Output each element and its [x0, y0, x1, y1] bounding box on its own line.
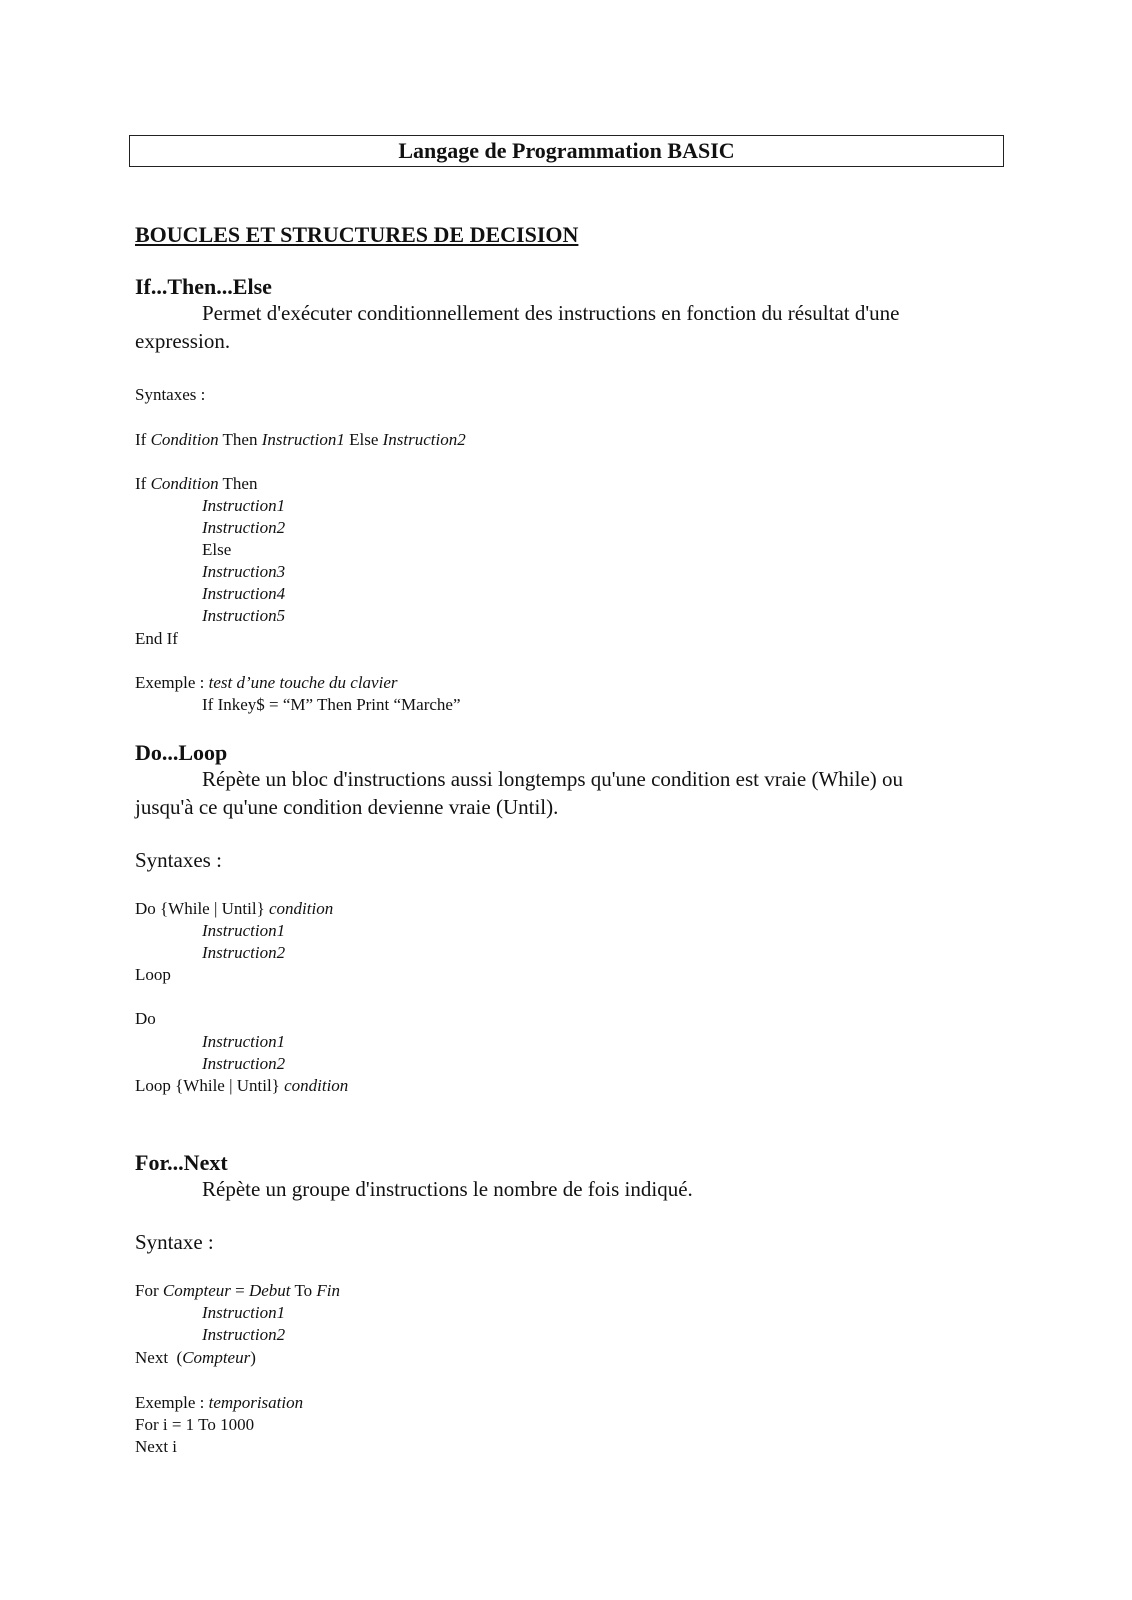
- param-condition: condition: [284, 1076, 349, 1095]
- do-syntax1-line: [135, 900, 333, 917]
- if-example-code: If Inkey$ = “M” Then Print “Marche”: [202, 695, 461, 714]
- example-label: Exemple :: [135, 673, 205, 692]
- param-instruction2: Instruction2: [382, 430, 466, 449]
- for-syntax-next: [135, 1349, 256, 1366]
- for-syntax-instruction2: Instruction2: [202, 1325, 286, 1344]
- param-condition: Condition: [150, 430, 219, 449]
- do-syntax1-loop: Loop: [135, 965, 171, 984]
- do-syntaxes-label: Syntaxes :: [135, 848, 222, 872]
- if-block-instruction1: Instruction1: [202, 496, 286, 515]
- do-syntax1-instruction1: Instruction1: [202, 921, 286, 940]
- param-end: Fin: [316, 1281, 341, 1300]
- if-block-instruction5: Instruction5: [202, 606, 286, 625]
- do-syntax1-instruction2: Instruction2: [202, 943, 286, 962]
- kw-to: To: [294, 1281, 313, 1300]
- do-syntax2-loop-line: [135, 1077, 348, 1094]
- do-description-line2: jusqu'à ce qu'une condition devienne vraie (Until).: [135, 795, 559, 819]
- if-block-line: [135, 475, 257, 492]
- kw-if: If: [135, 474, 147, 493]
- section-title: BOUCLES ET STRUCTURES DE DECISION: [135, 222, 579, 247]
- for-example-code-line1: For i = 1 To 1000: [135, 1415, 255, 1434]
- kw-then: Then: [222, 430, 258, 449]
- if-block-instruction3: Instruction3: [202, 562, 286, 581]
- if-example-line: [135, 674, 397, 691]
- for-example-code-line2: Next i: [135, 1437, 178, 1456]
- if-description-line1: Permet d'exécuter conditionnellement des instructions en fonction du résultat d'une: [202, 301, 900, 325]
- if-description-line2: expression.: [135, 329, 231, 353]
- param-start: Debut: [248, 1281, 291, 1300]
- kw-if: If: [135, 430, 147, 449]
- example-description: test d’une touche du clavier: [208, 673, 398, 692]
- document-title-box: [129, 135, 1004, 167]
- kw-else: Else: [349, 430, 379, 449]
- param-instruction1: Instruction1: [261, 430, 345, 449]
- if-heading: If...Then...Else: [135, 274, 272, 299]
- if-syntaxes-label: Syntaxes :: [135, 385, 206, 404]
- do-syntax2-do: Do: [135, 1009, 156, 1028]
- param-condition: Condition: [150, 474, 219, 493]
- for-description-line1: Répète un groupe d'instructions le nombre de fois indiqué.: [202, 1177, 693, 1201]
- if-block-else: Else: [202, 540, 232, 559]
- do-heading: Do...Loop: [135, 740, 228, 765]
- do-description-line1: Répète un bloc d'instructions aussi longtemps qu'une condition est vraie (While) ou: [202, 767, 904, 791]
- if-syntax-line: [135, 431, 466, 448]
- for-example-line: [135, 1394, 303, 1411]
- kw-next: Next (: [135, 1348, 183, 1367]
- if-block-instruction4: Instruction4: [202, 584, 286, 603]
- param-counter: Compteur: [162, 1281, 231, 1300]
- do-syntax2-instruction2: Instruction2: [202, 1054, 286, 1073]
- param-counter: Compteur: [182, 1348, 251, 1367]
- example-label: Exemple :: [135, 1393, 205, 1412]
- param-condition: condition: [268, 899, 334, 918]
- close-paren: ): [250, 1348, 256, 1367]
- kw-loop: Loop {While | Until}: [135, 1076, 280, 1095]
- for-syntax-label: Syntaxe :: [135, 1230, 214, 1254]
- kw-then: Then: [222, 474, 258, 493]
- document-title: Langage de Programmation BASIC: [398, 138, 735, 163]
- example-description: temporisation: [208, 1393, 304, 1412]
- operator-equals: =: [235, 1281, 245, 1300]
- kw-for: For: [135, 1281, 159, 1300]
- do-syntax2-instruction1: Instruction1: [202, 1032, 286, 1051]
- for-syntax-instruction1: Instruction1: [202, 1303, 286, 1322]
- if-block-instruction2: Instruction2: [202, 518, 286, 537]
- for-syntax-line: [135, 1282, 340, 1299]
- for-heading: For...Next: [135, 1150, 228, 1175]
- kw-do: Do {While | Until}: [135, 899, 265, 918]
- if-block-end: End If: [135, 629, 178, 648]
